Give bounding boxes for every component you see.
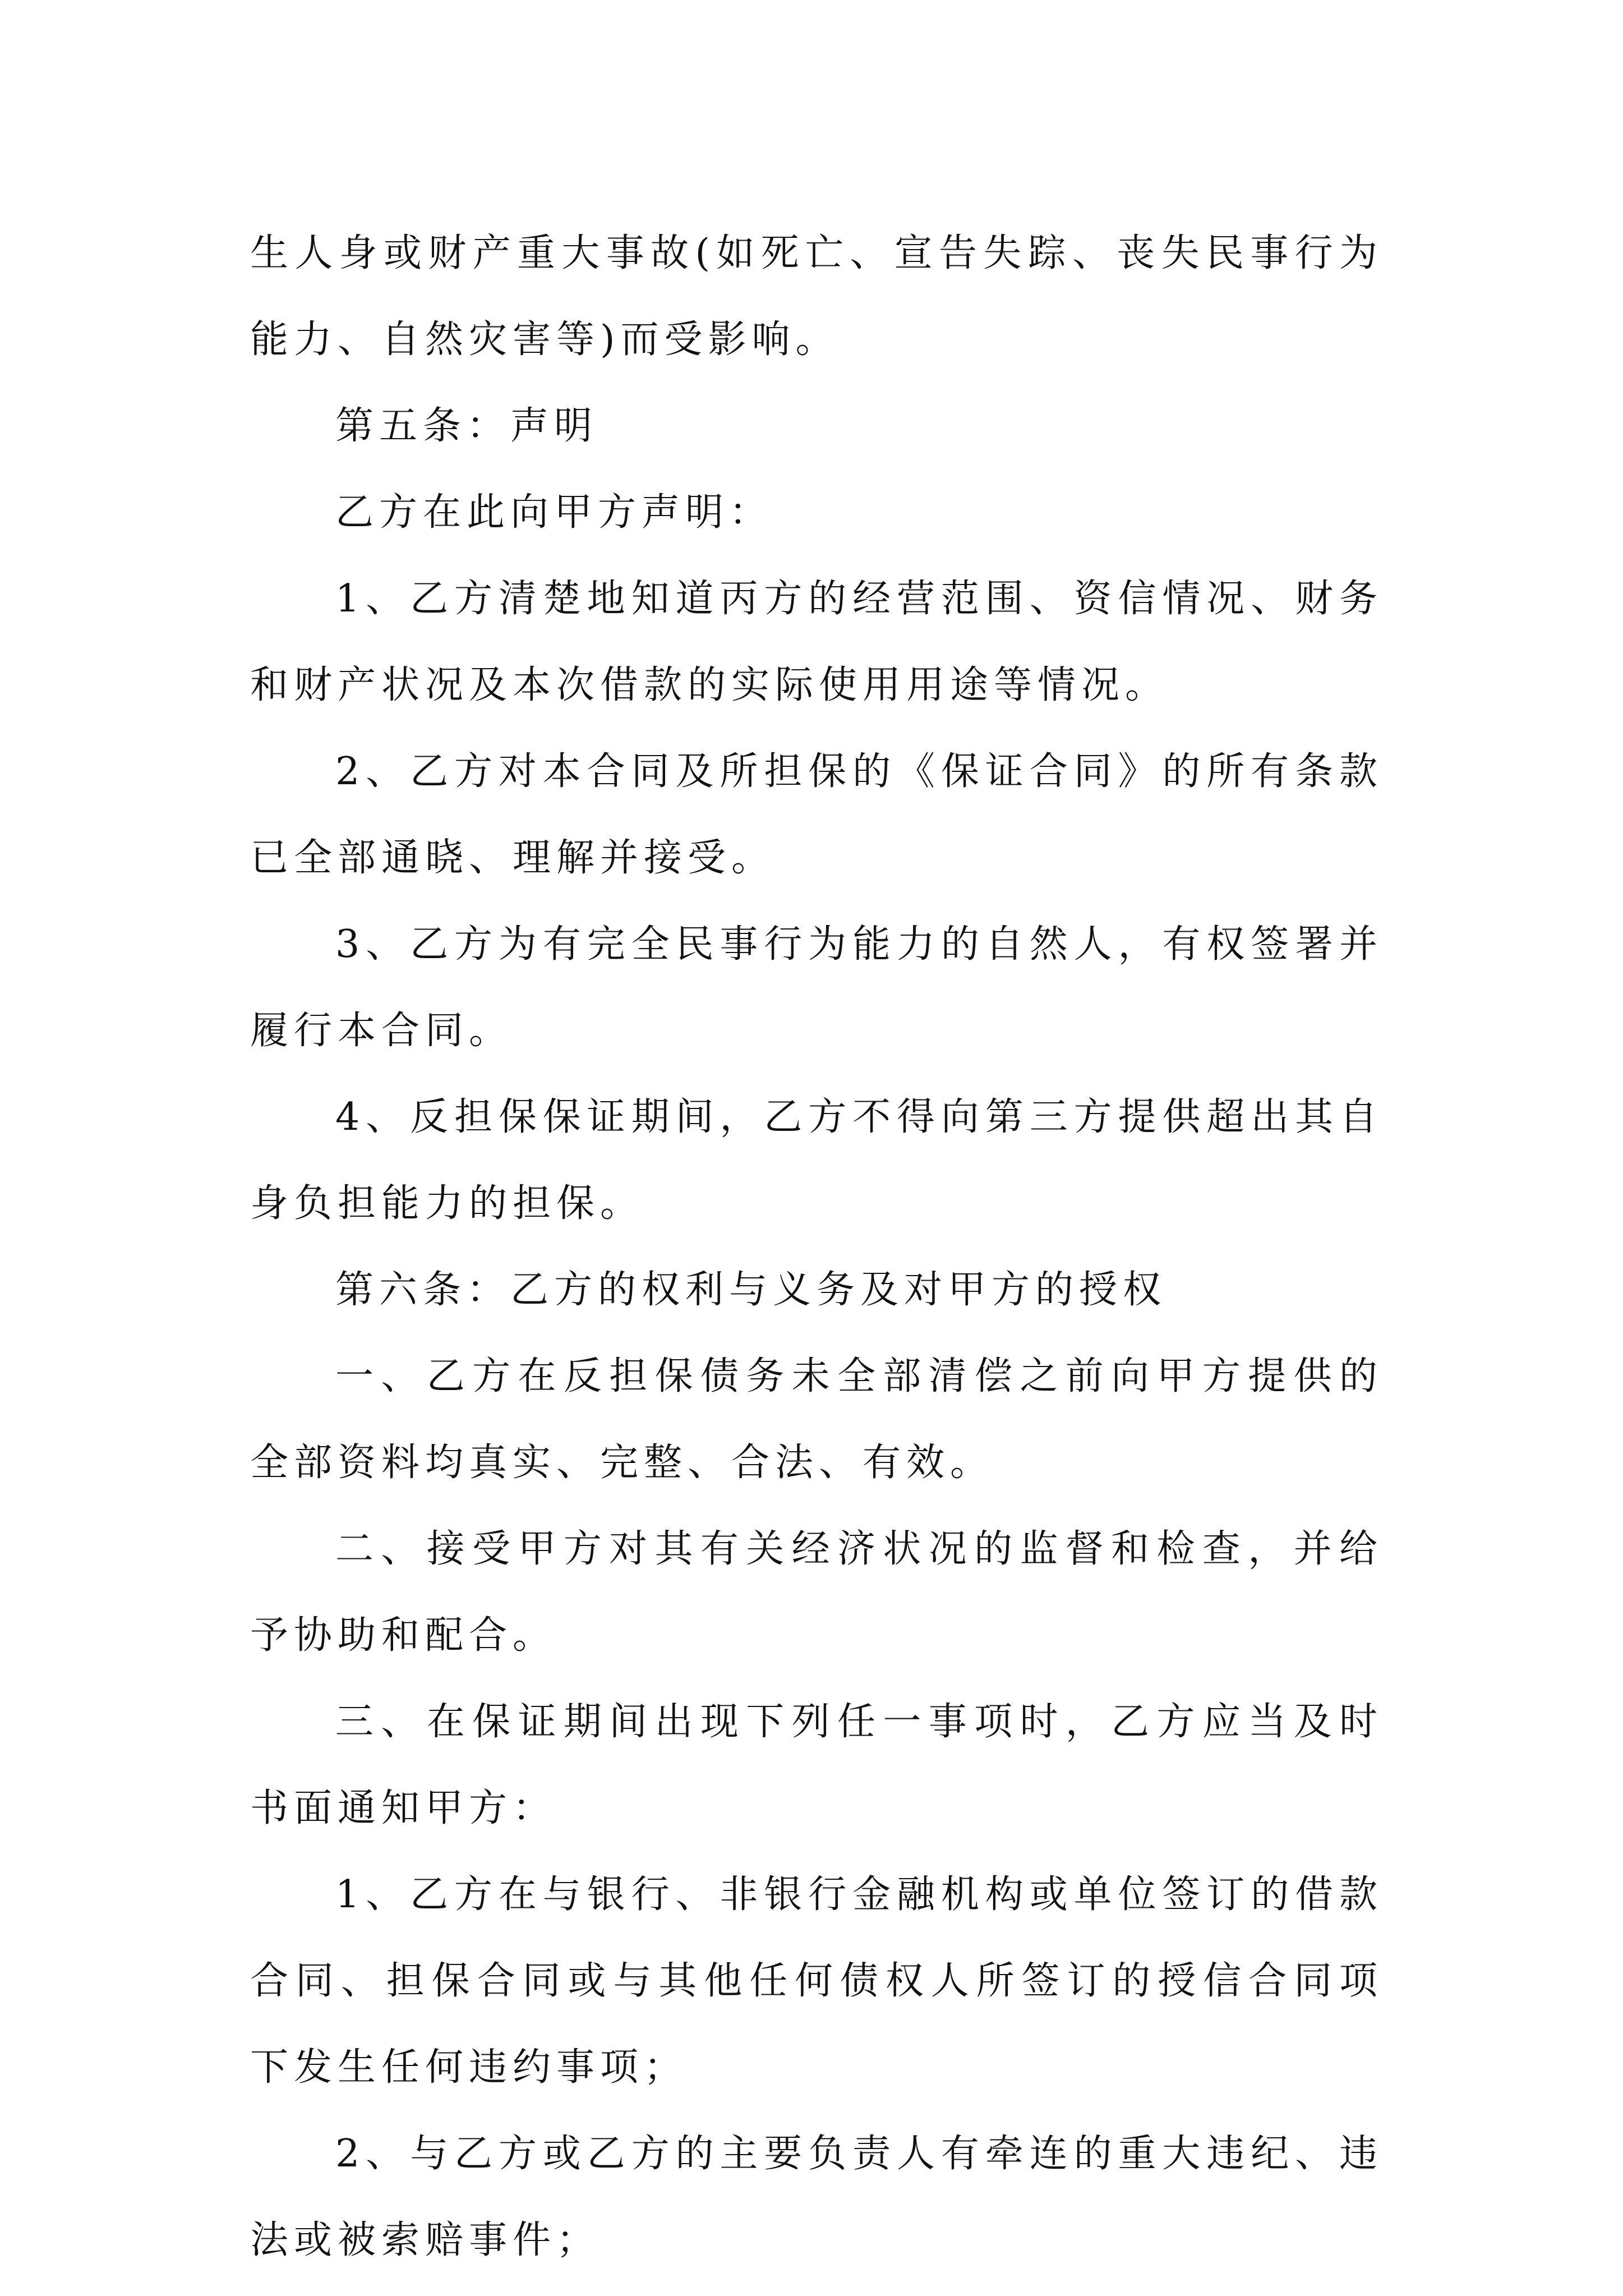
paragraph-notice-item-2: 2、与乙方或乙方的主要负责人有牵连的重大违纪、违法或被索赔事件； bbox=[250, 2132, 1383, 2262]
paragraph-continuation: 生人身或财产重大事故(如死亡、宣告失踪、丧失民事行为能力、自然灾害等)而受影响。 bbox=[250, 231, 1383, 362]
paragraph-notice-item-1: 1、乙方在与银行、非银行金融机构或单位签订的借款合同、担保合同或与其他任何债权人所签订的授信合同项下发生任何违约事项； bbox=[250, 1872, 1383, 2090]
paragraph-declaration-item-4: 4、反担保保证期间，乙方不得向第三方提供超出其自身负担能力的担保。 bbox=[250, 1095, 1383, 1226]
document-body bbox=[250, 210, 1383, 2284]
paragraph-declaration-item-3: 3、乙方为有完全民事行为能力的自然人，有权签署并履行本合同。 bbox=[250, 922, 1383, 1053]
paragraph-obligation-1: 一、乙方在反担保债务未全部清偿之前向甲方提供的全部资料均真实、完整、合法、有效。 bbox=[250, 1354, 1383, 1485]
section-heading-article-5: 第五条：声明 bbox=[335, 404, 598, 448]
section-heading-article-6: 第六条：乙方的权利与义务及对甲方的授权 bbox=[335, 1268, 1167, 1312]
paragraph-obligation-2: 二、接受甲方对其有关经济状况的监督和检查，并给予协助和配合。 bbox=[250, 1527, 1383, 1658]
paragraph-obligation-3: 三、在保证期间出现下列任一事项时，乙方应当及时书面通知甲方： bbox=[250, 1700, 1383, 1830]
paragraph-declaration-item-1: 1、乙方清楚地知道丙方的经营范围、资信情况、财务和财产状况及本次借款的实际使用用途等情况。 bbox=[250, 577, 1383, 707]
paragraph-declaration-item-2: 2、乙方对本合同及所担保的《保证合同》的所有条款已全部通晓、理解并接受。 bbox=[250, 749, 1383, 880]
paragraph-declaration-intro: 乙方在此向甲方声明： bbox=[335, 490, 773, 535]
